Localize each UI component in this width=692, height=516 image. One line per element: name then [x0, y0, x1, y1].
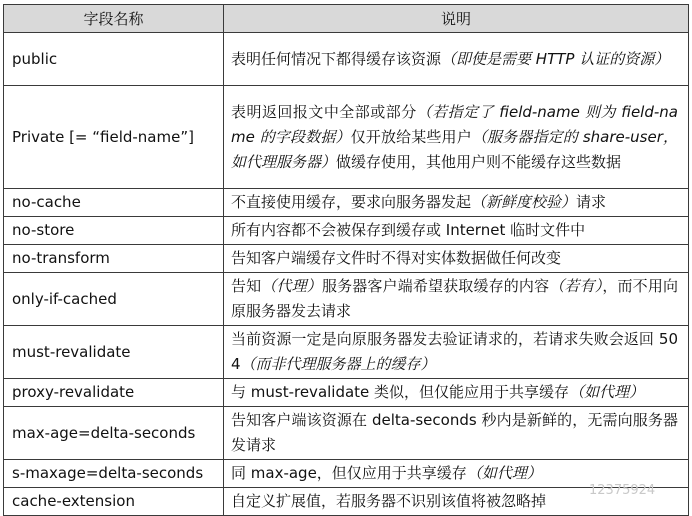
row-field-name: proxy-revalidate: [4, 379, 224, 407]
desc-text: 不直接使用缓存，要求向服务器发起: [231, 193, 472, 211]
row-field-name: no-store: [4, 217, 224, 245]
desc-note: （新鲜度校验）: [471, 193, 577, 211]
table-row: [4, 33, 689, 86]
watermark: 12375924: [589, 483, 656, 498]
row-field-name: must-revalidate: [4, 326, 224, 379]
desc-note: （即使是需要 HTTP 认证的资源）: [441, 49, 670, 68]
desc-text-2: 请求: [576, 193, 607, 211]
row-field-name: no-cache: [4, 189, 224, 217]
desc-text: 当前资源一定是向原服务器发去验证请求的，若请求失败会返回 504: [231, 330, 678, 373]
table-row: [4, 245, 689, 273]
desc-text-2: 仅开放给某些用户: [350, 127, 472, 146]
row-field-name: max-age=delta-seconds: [4, 407, 224, 460]
table-row: [4, 217, 689, 245]
row-description: [224, 379, 689, 407]
desc-note: （代理）: [261, 277, 322, 295]
table-row: [4, 379, 689, 407]
row-field-name: cache-extension: [4, 488, 224, 516]
row-description: 自定义扩展值，若服务器不识别该值将被忽略掉: [224, 488, 689, 516]
desc-text: 同 max-age，但仅应用于共享缓存: [231, 464, 467, 482]
row-description: [224, 86, 689, 189]
table-row: [4, 326, 689, 379]
desc-text: 表明任何情况下都得缓存该资源: [231, 49, 442, 68]
row-field-name: public: [4, 33, 224, 86]
desc-note: （若指定了 field-name 则为 field-name 的字段数据）: [231, 102, 678, 146]
row-description: [224, 326, 689, 379]
desc-note: （而非代理服务器上的缓存）: [240, 355, 436, 373]
desc-text-2: 服务器客户端希望获取缓存的内容: [321, 277, 550, 295]
table-row: [4, 189, 689, 217]
table-header-row: [4, 5, 689, 33]
table-row: [4, 488, 689, 516]
row-description: 告知客户端缓存文件时不得对实体数据做任何改变: [224, 245, 689, 273]
desc-text-3: 做缓存使用，其他用户则不能缓存这些数据: [336, 152, 622, 171]
desc-note: （如代理）: [569, 383, 645, 401]
row-field-name: only-if-cached: [4, 273, 224, 326]
desc-note-2: （若有）: [549, 277, 603, 295]
row-description: 所有内容都不会被保存到缓存或 Internet 临时文件中: [224, 217, 689, 245]
row-description: [224, 33, 689, 86]
desc-note: （如代理）: [466, 464, 542, 482]
row-field-name: s-maxage=delta-seconds: [4, 460, 224, 488]
header-field-name: 字段名称: [4, 5, 224, 33]
row-description: [224, 189, 689, 217]
desc-text: 告知: [231, 277, 262, 295]
desc-note-2: （服务器指定的 share-user，如代理服务器）: [231, 127, 679, 171]
row-field-name: no-transform: [4, 245, 224, 273]
row-description: [224, 273, 689, 326]
header-description: 说明: [224, 5, 689, 33]
desc-text: 表明返回报文中全部或部分: [231, 102, 417, 121]
desc-text: 与 must-revalidate 类似，但仅能应用于共享缓存: [231, 383, 570, 401]
table-row: [4, 86, 689, 189]
row-field-name: Private [= “field-name”]: [4, 86, 224, 189]
desc-text-3: ，而不用向原服务器发去请求: [231, 277, 678, 320]
cache-control-table: [3, 4, 689, 516]
table-row: [4, 273, 689, 326]
table-row: [4, 407, 689, 460]
row-description: 告知客户端该资源在 delta-seconds 秒内是新鲜的，无需向服务器发请求: [224, 407, 689, 460]
table-row: [4, 460, 689, 488]
